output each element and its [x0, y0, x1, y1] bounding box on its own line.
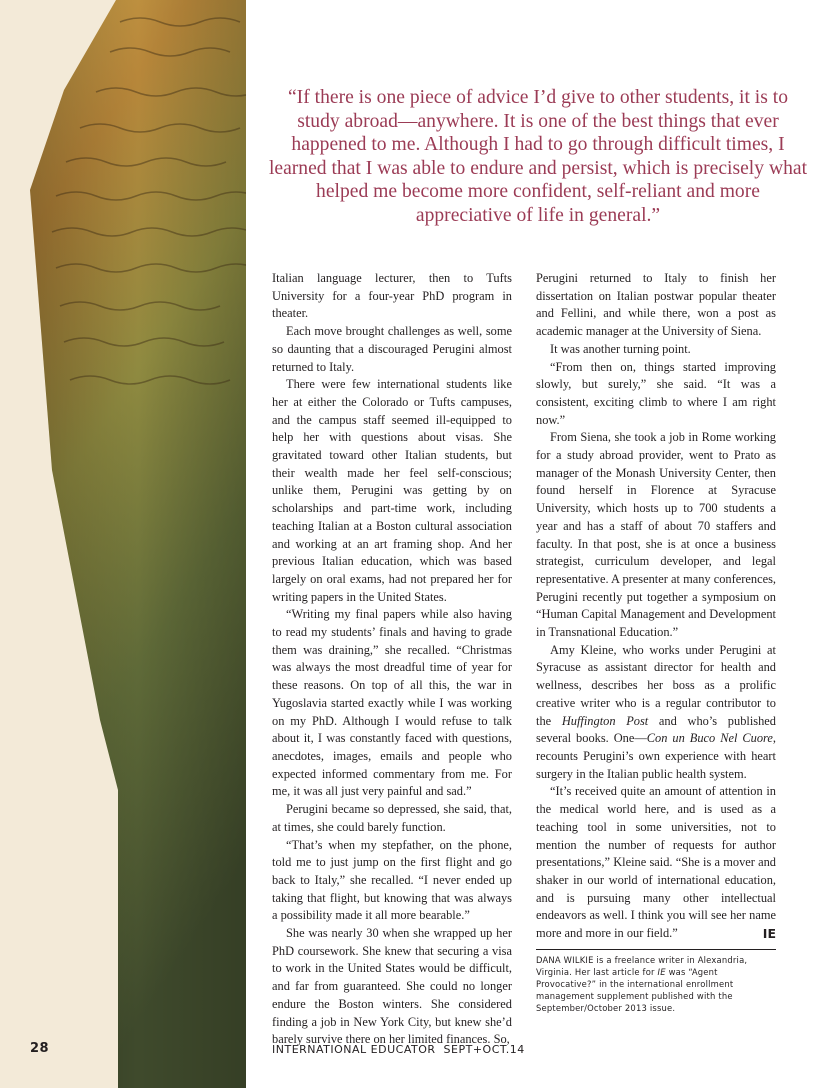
paragraph-text: and who’s published several books. One— [536, 713, 776, 746]
paragraph-text: Amy Kleine, who works under Perugini at Syracuse as assistant director for health and wellness, describes her boss as a prolific creative writer who is a regular contributor to the [536, 642, 776, 728]
author-name: DANA WILKIE [536, 954, 594, 965]
paragraph: Perugini became so depressed, she said, that, at times, she could barely function. [272, 802, 512, 834]
paragraph-text: , recounts Perugini’s own experience with heart surgery in the Italian public health system. [536, 731, 776, 781]
paragraph: “That’s when my stepfather, on the phone, told me to just jump on the first flight and go back to Italy,” she recalled. “I never ended up taking that flight, but knowing that was always a possibility made it all more bearable.” [272, 837, 512, 923]
paragraph: There were few international students like her at either the Colorado or Tufts campuses, and the campus staff seemed ill-equipped to help her with questions about visas. She gravitated toward other Italian students, but their wealth made her feel self-conscious; unlike them, Perugini was getting by on scholarships and part-time work, including teaching Italian at a Boston cultural association and working at an art framing shop. And her previous Italian education, which was based largely on oral exams, had not prepared her for writing papers in the United States. [272, 377, 512, 604]
footer-magazine [272, 1043, 525, 1056]
paragraph-text: “It’s received quite an amount of attention in the medical world here, and is used as a teaching tool in some universities, not to mention the number of requests for author presentations,” Kleine said. “She is a mover and shaker in our world of international education, and is pursuing many other intellectual endeavors as well. I think you will see her name more and more in our field.” [536, 784, 776, 941]
author-bio [536, 949, 776, 1014]
paragraph: From Siena, she took a job in Rome working for a study abroad provider, went to Prato as manager of the Monash University Center, then found herself in Florence at Syracuse University, which hosts up to 700 students a year and has a staff of about 70 staffers and faculty. In that post, she is at once a business strategist, curriculum developer, and legal representative. A presenter at many conferences, Perugini recently put together a symposium on “Human Capital Management and Development in Transnational Education.” [536, 430, 776, 640]
paragraph: “From then on, things started improving slowly, but surely,” she said. “It was a consistent, exciting climb to where I am right now.” [536, 359, 776, 427]
handwritten-letter-image [0, 0, 246, 1088]
book-title: Con un Buco Nel Cuore [646, 731, 773, 746]
paragraph: It was another turning point. [550, 341, 691, 356]
issue-date: SEPT+OCT.14 [443, 1043, 525, 1056]
magazine-title: INTERNATIONAL EDUCATOR [272, 1043, 436, 1056]
article-column-left [272, 270, 512, 1049]
pull-quote: “If there is one piece of advice I’d give to other students, it is to study abroad—anywhere. It is one of the best things that ever happened to me. Although I had to go through difficult times, I learned that I was able to endure and persist, which is precisely what helped me become more confident, self-reliant and more appreciative of life in general.” [268, 87, 808, 226]
bio-text: was “Agent Provocative?” in the international enrollment management supplement published with the September/October 2013 issue. [536, 966, 734, 1013]
bio-text: is a freelance writer in Alexandria, Virginia. Her last article for [536, 954, 748, 977]
paragraph: Italian language lecturer, then to Tufts University for a four-year PhD program in theater. [272, 271, 512, 321]
paragraph: “Writing my final papers while also having to read my students’ finals and having to grade them was draining,” she recalled. “Christmas was always the most dreadful time of year for these reasons. On top of all this, the war in Yugoslavia started exactly while I was working on my PhD. Although I would refuse to talk about it, I was constantly faced with questions, anecdotes, images, emails and people who expected informed commentary from me. For me, it was all just very painful and sad.” [272, 607, 512, 799]
end-mark: IE [762, 926, 776, 942]
paragraph [536, 783, 776, 942]
paragraph: Perugini returned to Italy to finish her dissertation on Italian postwar popular theater and Fellini, and while there, won a post as academic manager at the University of Siena. [536, 271, 776, 339]
paragraph: She was nearly 30 when she wrapped up her PhD coursework. She knew that securing a visa to work in the United States would be difficult, and far from guaranteed. She could no longer endure the Boston winters. She considered finding a job in New York City, but knew she’d barely survive there on her limited finances. So, [272, 926, 512, 1047]
magazine-abbrev: IE [657, 966, 666, 977]
publication-title: Huffington Post [561, 713, 649, 728]
paragraph [536, 642, 776, 784]
paragraph: Each move brought challenges as well, some so daunting that a discouraged Perugini almost returned to Italy. [272, 324, 512, 374]
page-number: 28 [30, 1041, 50, 1056]
left-decorative-panel [0, 0, 246, 1088]
article-column-right [536, 270, 776, 1014]
